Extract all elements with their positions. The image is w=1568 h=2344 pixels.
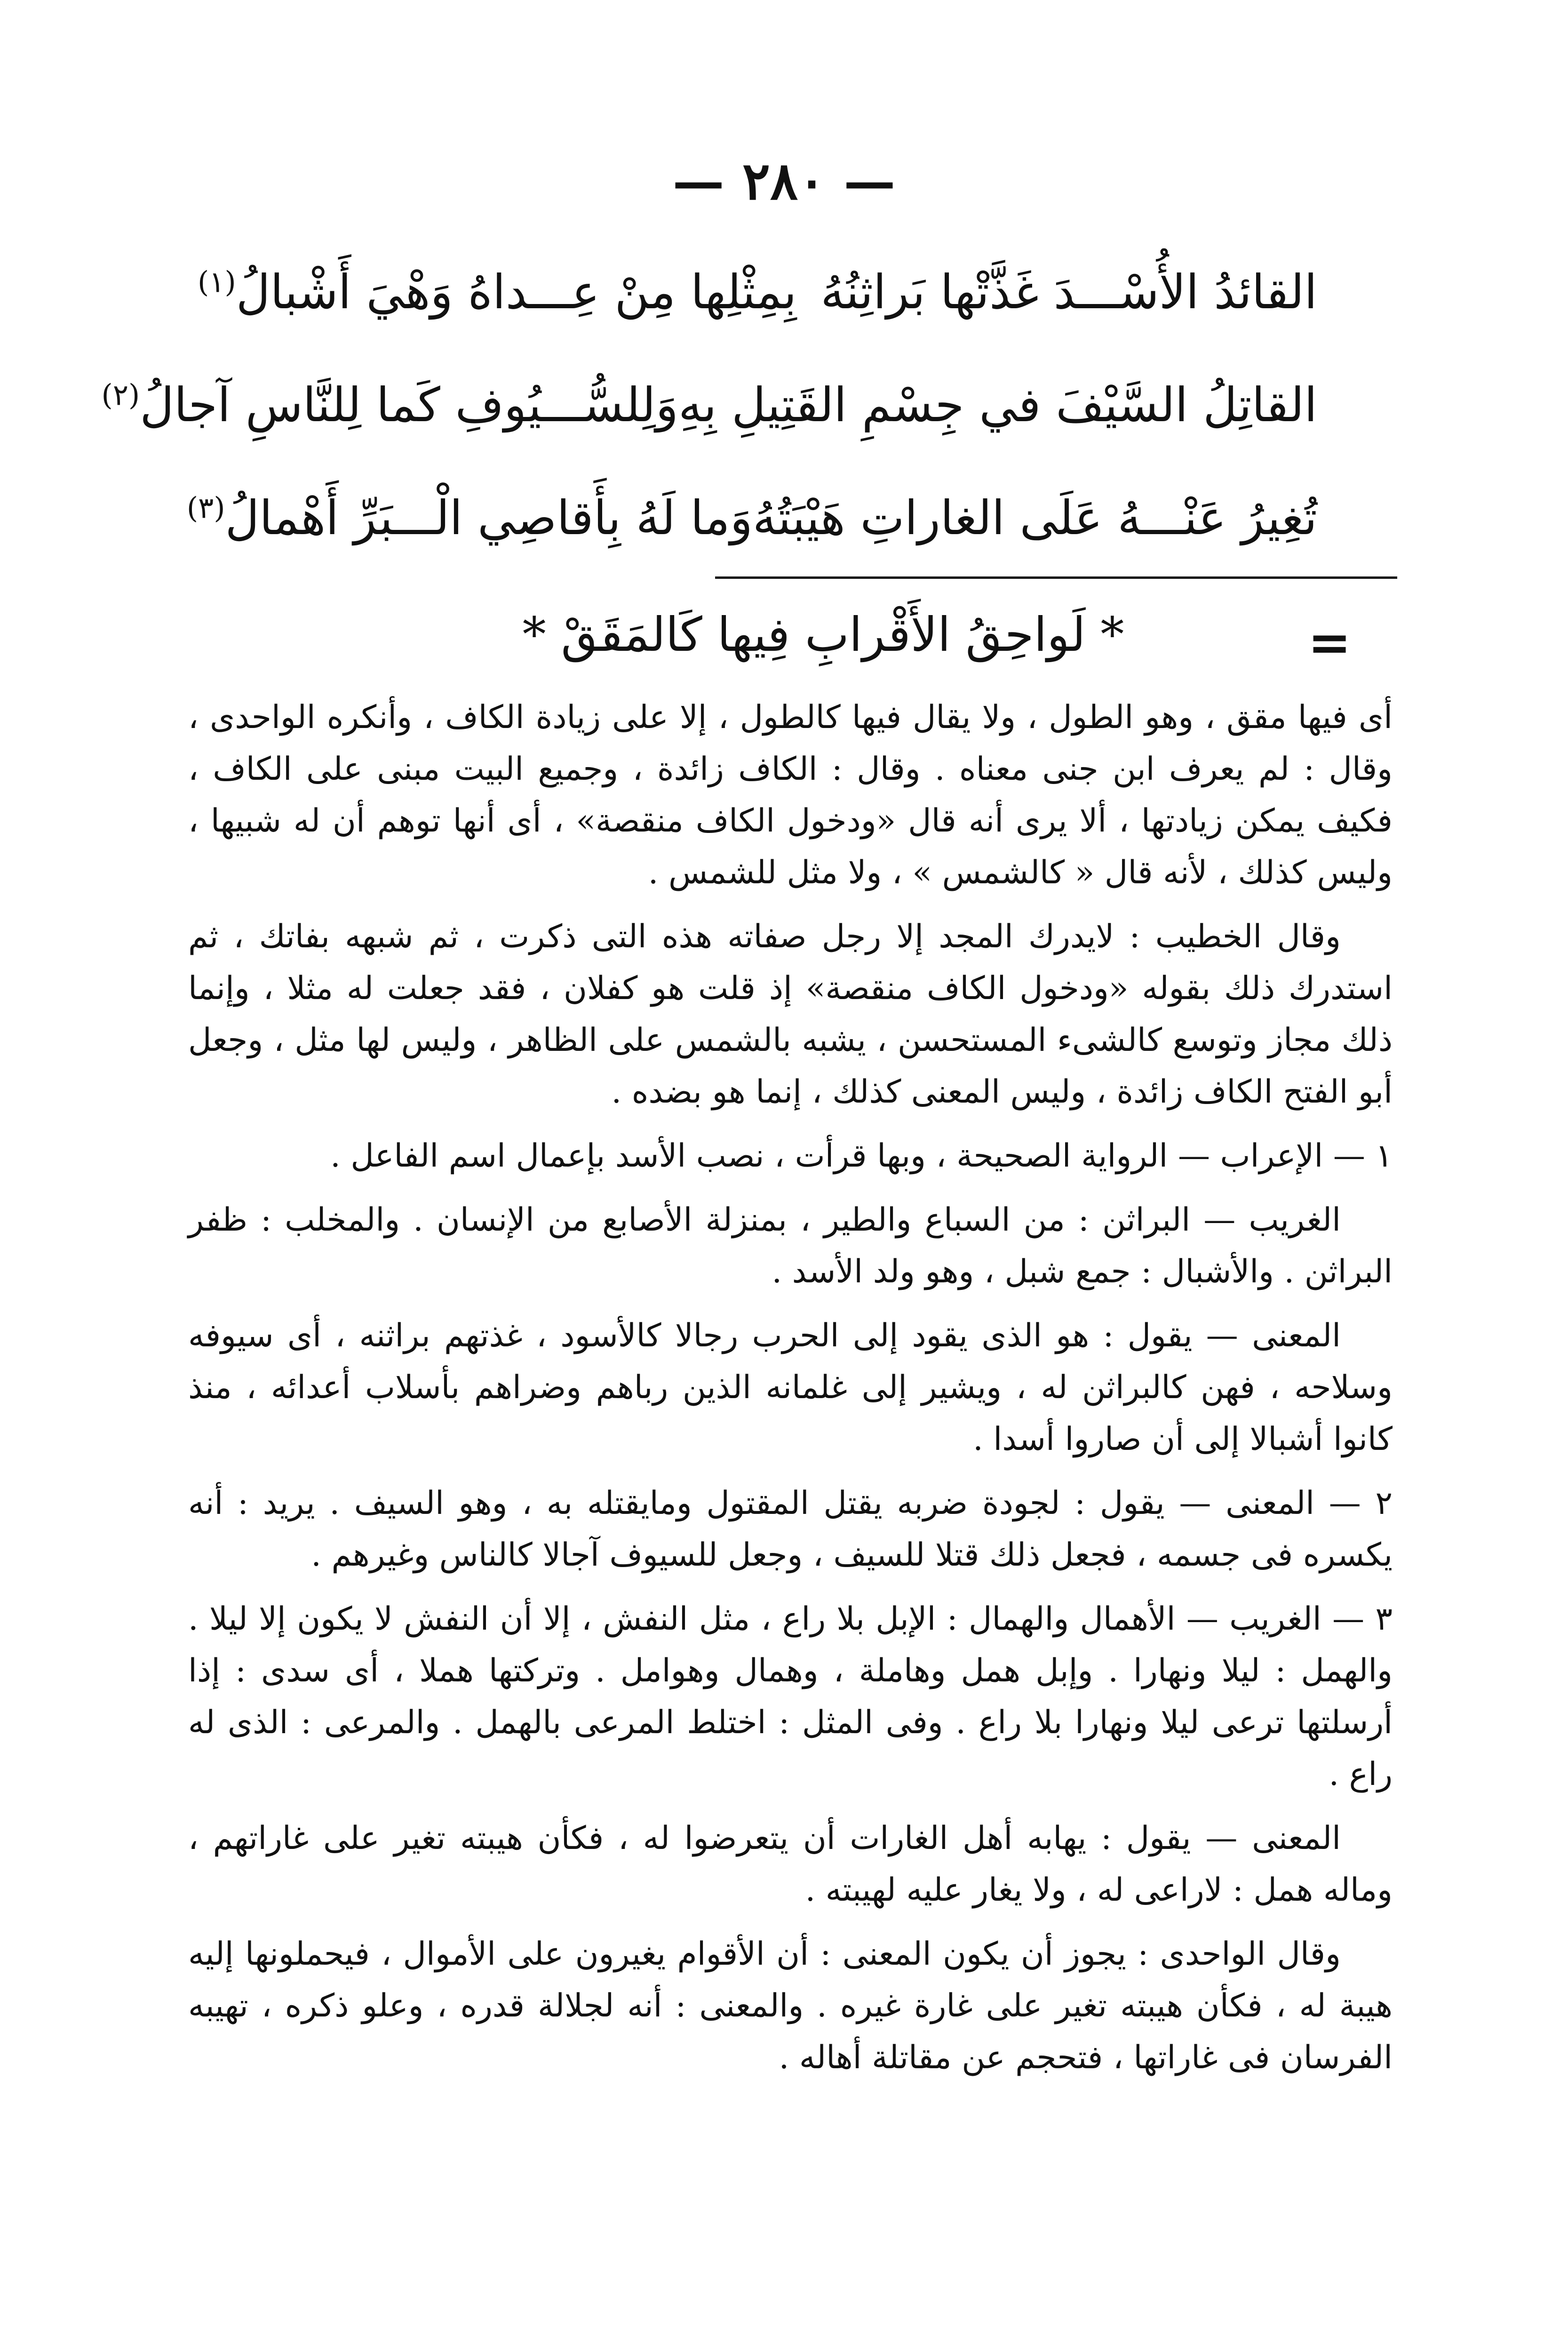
verse-second-text: وَلِلسُّـــيُوفِ كَما لِلنَّاسِ آجالُ [140,377,678,432]
continuation-mark: = [1308,612,1352,672]
verse-line [198,235,1317,348]
footnote-paragraph: ١ — الإعراب — الرواية الصحيحة ، وبها قرأت ، نصب الأسد بإعمال اسم الفاعل . [330,1137,1393,1175]
footnote-paragraph: المعنى — يقول : هو الذى يقود إلى الحرب رجالا كالأسود ، غذتهم براثنه ، أى سيوفه وسلاحه ، فهن كالبراثن له ، ويشير إلى غلمانه الذين رباهم وضراهم بأسلاب أعدائه ، منذ كانوا أشبالا إلى أن صاروا أسدا . [188,1317,1393,1458]
footnote-divider [715,576,1397,579]
footnote-marker: (٣) [186,490,225,525]
footnote-paragraph: الغريب — البراثن : من السباع والطير ، بمنزلة الأصابع من الإنسان . والمخلب : ظفر البراثن . والأشبال : جمع شبل ، وهو ولد الأسد . [188,1201,1393,1290]
footnote-paragraph: ٢ — المعنى — يقول : لجودة ضربه يقتل المقتول ومايقتله به ، وهو السيف . يريد : أنه يكسره فى جسمه ، فجعل ذلك قتلا للسيف ، وجعل للسيوف آجالا كالناس وغيرهم . [188,1485,1393,1574]
verse-line [186,461,1317,574]
verse-line [101,348,1317,461]
quoted-verse-heading: * لَواحِقُ الأَقْرابِ فِيها كَالمَقَقْ * [522,607,1124,662]
verse-second-text: وَما لَهُ بِأَقاصِي الْـــبَرِّ أَهْمالُ [225,490,753,545]
verse-first-hemistich: القاتِلُ السَّيْفَ في جِسْمِ القَتِيلِ بِهِ [678,377,1317,432]
verse-second-text: بِمِثْلِها مِنْ عِـــداهُ وَهْيَ أَشْبالُ [236,264,797,320]
footnote-marker: (١) [198,264,236,299]
page-number: — ٢٨٠ — [672,151,896,211]
verse-second-hemistich [198,264,797,320]
footnote-marker: (٢) [101,377,140,412]
verse-second-hemistich [101,377,678,432]
commentary-notes [188,692,1393,2096]
verse-second-hemistich [187,490,753,545]
footnote-paragraph: ٣ — الغريب — الأهمال والهمال : الإبل بلا راع ، مثل النفش ، إلا أن النفش لا يكون إلا ليلا . والهمل : ليلا ونهارا . وإبل همل وهاملة ، وهمال وهوامل . وتركتها هملا ، أى سدى : إذا أرسلتها ترعى ليلا ونهارا بلا راع . وفى المثل : اختلط المرعى بالهمل . والمرعى : الذى له راع . [188,1600,1393,1793]
verse-first-hemistich: تُغِيرُ عَنْـــهُ عَلَى الغاراتِ هَيْبَتُهُ [752,490,1317,545]
footnote-paragraph: وقال الواحدى : يجوز أن يكون المعنى : أن الأقوام يغيرون على الأموال ، فيحملونها إليه هيبة له ، فكأن هيبته تغير على غارة غيره . والمعنى : أنه لجلالة قدره ، وعلو ذكره ، تهيبه الفرسان فى غاراتها ، فتحجم عن مقاتلة أهاله . [188,1936,1393,2076]
commentary-paragraph: أى فيها مقق ، وهو الطول ، ولا يقال فيها كالطول ، إلا على زيادة الكاف ، وأنكره الواحدى ، وقال : لم يعرف ابن جنى معناه . وقال : الكاف زائدة ، وجميع البيت مبنى على الكاف ، فكيف يمكن زيادتها ، ألا يرى أنه قال «ودخول الكاف منقصة» ، أى أنها توهم أن له شبيها ، وليس كذلك ، لأنه قال « كالشمس » ، ولا مثل للشمس . [188,699,1393,891]
footnote-paragraph: المعنى — يقول : يهابه أهل الغارات أن يتعرضوا له ، فكأن هيبته تغير على غاراتهم ، وماله همل : لاراعى له ، ولا يغار عليه لهيبته . [188,1820,1393,1909]
commentary-paragraph: وقال الخطيب : لايدرك المجد إلا رجل صفاته هذه التى ذكرت ، ثم شبهه بفاتك ، ثم استدرك ذلك بقوله «ودخول الكاف منقصة» إذ قلت هو كفلان ، فقد جعلت له مثلا ، وإنما ذلك مجاز وتوسع كالشىء المستحسن ، يشبه بالشمس على الظاهر ، وليس لها مثل ، وجعل أبو الفتح الكاف زائدة ، وليس المعنى كذلك ، إنما هو بضده . [188,918,1393,1111]
poem-verses [101,235,1317,574]
verse-first-hemistich: القائدُ الأُسْـــدَ غَذَّتْها بَراثِنُهُ [820,264,1317,320]
